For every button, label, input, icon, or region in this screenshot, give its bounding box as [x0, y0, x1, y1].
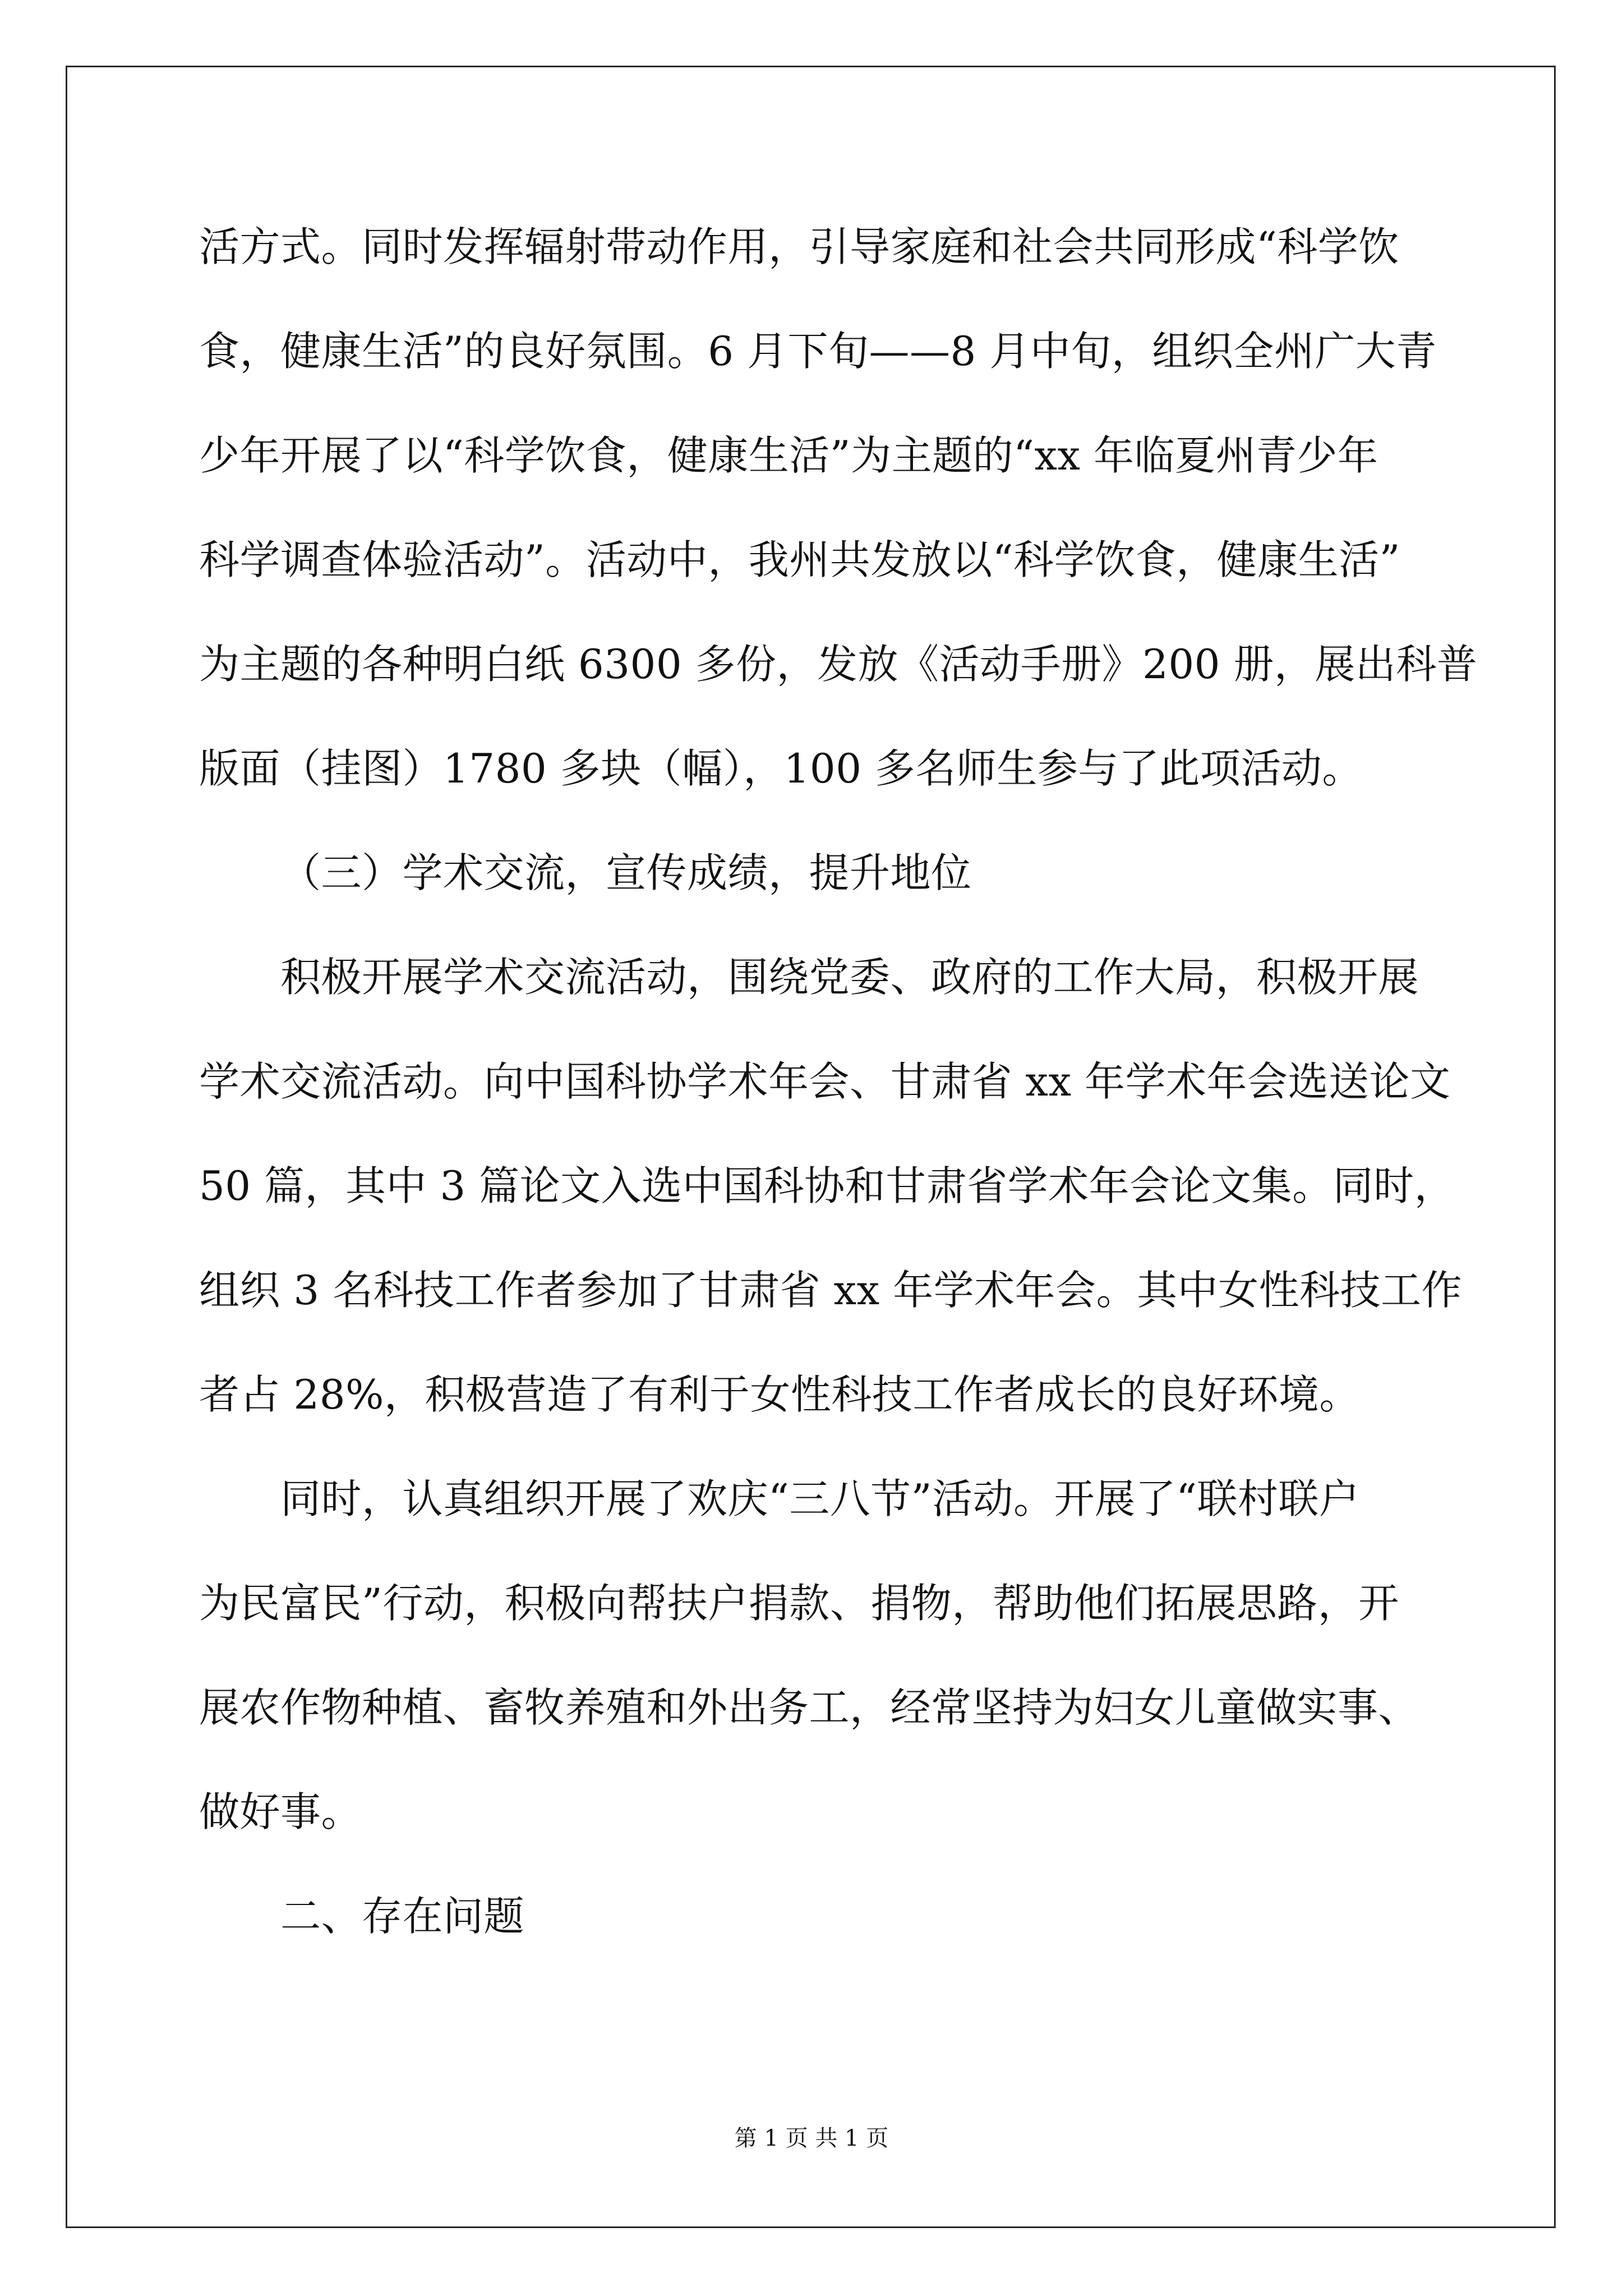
paragraph-line: 活方式。同时发挥辐射带动作用，引导家庭和社会共同形成“科学饮 [199, 223, 1399, 270]
paragraph-line: 者占 28%，积极营造了有利于女性科技工作者成长的良好环境。 [199, 1371, 1360, 1418]
page-number-footer: 第 1 页 共 1 页 [734, 2125, 889, 2151]
paragraph-line: 食，健康生活”的良好氛围。6 月下旬——8 月中旬，组织全州广大青 [199, 328, 1437, 375]
paragraph-line: 做好事。 [199, 1788, 362, 1835]
paragraph-line: 50 篇，其中 3 篇论文入选中国科协和甘肃省学术年会论文集。同时， [199, 1162, 1455, 1209]
paragraph-line: 学术交流活动。向中国科协学术年会、甘肃省 xx 年学术年会选送论文 [199, 1058, 1451, 1105]
paragraph-line: 组织 3 名科技工作者参加了甘肃省 xx 年学术年会。其中女性科技工作 [199, 1267, 1463, 1314]
paragraph-line: 少年开展了以“科学饮食，健康生活”为主题的“xx 年临夏州青少年 [199, 432, 1378, 479]
section-heading: （三）学术交流，宣传成绩，提升地位 [280, 849, 972, 896]
paragraph-line: 为民富民”行动，积极向帮扶户捐款、捐物，帮助他们拓展思路，开 [199, 1580, 1399, 1627]
paragraph-line: 同时，认真组织开展了欢庆“三八节”活动。开展了“联村联户 [280, 1475, 1360, 1522]
paragraph-line: 为主题的各种明白纸 6300 多份，发放《活动手册》200 册，展出科普 [199, 641, 1478, 688]
section-heading: 二、存在问题 [280, 1893, 525, 1940]
paragraph-line: 科学调查体验活动”。活动中，我州共发放以“科学饮食，健康生活” [199, 536, 1400, 583]
paragraph-line: 积极开展学术交流活动，围绕党委、政府的工作大局，积极开展 [280, 954, 1419, 1001]
paragraph-line: 版面（挂图）1780 多块（幅），100 多名师生参与了此项活动。 [199, 745, 1363, 792]
paragraph-line: 展农作物种植、畜牧养殖和外出务工，经常坚持为妇女儿童做实事、 [199, 1684, 1419, 1731]
